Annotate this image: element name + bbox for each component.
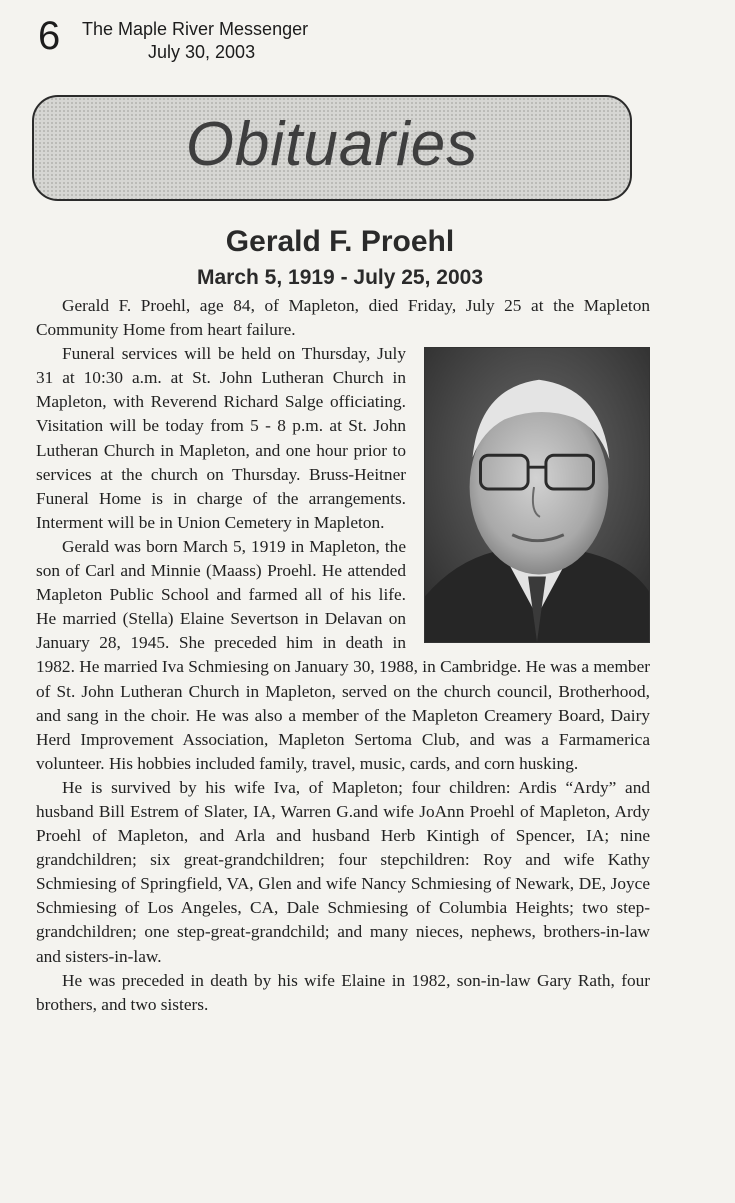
obituary-dates: March 5, 1919 - July 25, 2003 [196,266,483,289]
paragraph-preceded: He was preceded in death by his wife Elaine in 1982, son-in-law Gary Rath, four brothers, and two sisters. [36,970,650,1014]
issue-date: July 30, 2003 [148,42,256,62]
portrait-image [425,348,649,642]
paragraph-survivors: He is survived by his wife Iva, of Mapleton; four children: Ardis “Ardy” and husband Bill Estrem of Slater, IA, Warren G.and wife JoAnn Proehl of Mapleton, Ardy Proehl of Mapleton, and Arla and husband Herb Kintigh of Spencer, IA; nine grandchildren; six great-grandchildren; four stepchildren: Roy and wife Kathy Schmiesing of Springfield, VA, Glen and wife Nancy Schmiesing of Newark, DE, Joyce Schmiesing of Los Angeles, CA, Dale Schmiesing of Columbia Heights; two step-grandchildren; one step-great-grandchild; and many nieces, nephews, brothers-in-law and sisters-in-law. [36,777,650,966]
paragraph-biography: Gerald was born March 5, 1919 in Mapleton, the son of Carl and Minnie (Maass) Proehl. He attended Mapleton Public School and farmed all of his life. He married (Stella) Elaine Severtson in Delavan on January 28, 1945. She preceded him in death in 1982. He married Iva Schmiesing on January 30, 1988, in Cambridge. He was a member of St. John Lutheran Church in Mapleton, served on the church council, Brotherhood, and sang in the choir. He was also a member of the Mapleton Creamery Board, Dairy Herd Improvement Association, Mapleton Sertoma Club, and was a Farmamerica volunteer. His hobbies included family, travel, music, cards, and corn husking. [36,536,650,773]
masthead [82,18,382,64]
obituary-body [36,294,650,1017]
obituary-name: Gerald F. Proehl [225,225,455,258]
section-banner [32,95,632,201]
section-title: Obituaries [185,110,479,179]
portrait-photo [424,347,650,643]
page-number: 6 [38,14,61,58]
publication-name: The Maple River Messenger [82,19,309,39]
paragraph-services: Funeral services will be held on Thursday, July 31 at 10:30 a.m. at St. John Lutheran Church in Mapleton, with Reverend Richard Salge officiating. Visitation will be today from 5 - 8 p.m. at St. John Lutheran Church in Mapleton, and one hour prior to services at the church on Thursday. Bruss-Heitner Funeral Home is in charge of the arrangements. Interment will be in Union Cemetery in Mapleton. [36,344,406,532]
paragraph-intro: Gerald F. Proehl, age 84, of Mapleton, died Friday, July 25 at the Mapleton Community Home from heart failure. [36,296,650,340]
